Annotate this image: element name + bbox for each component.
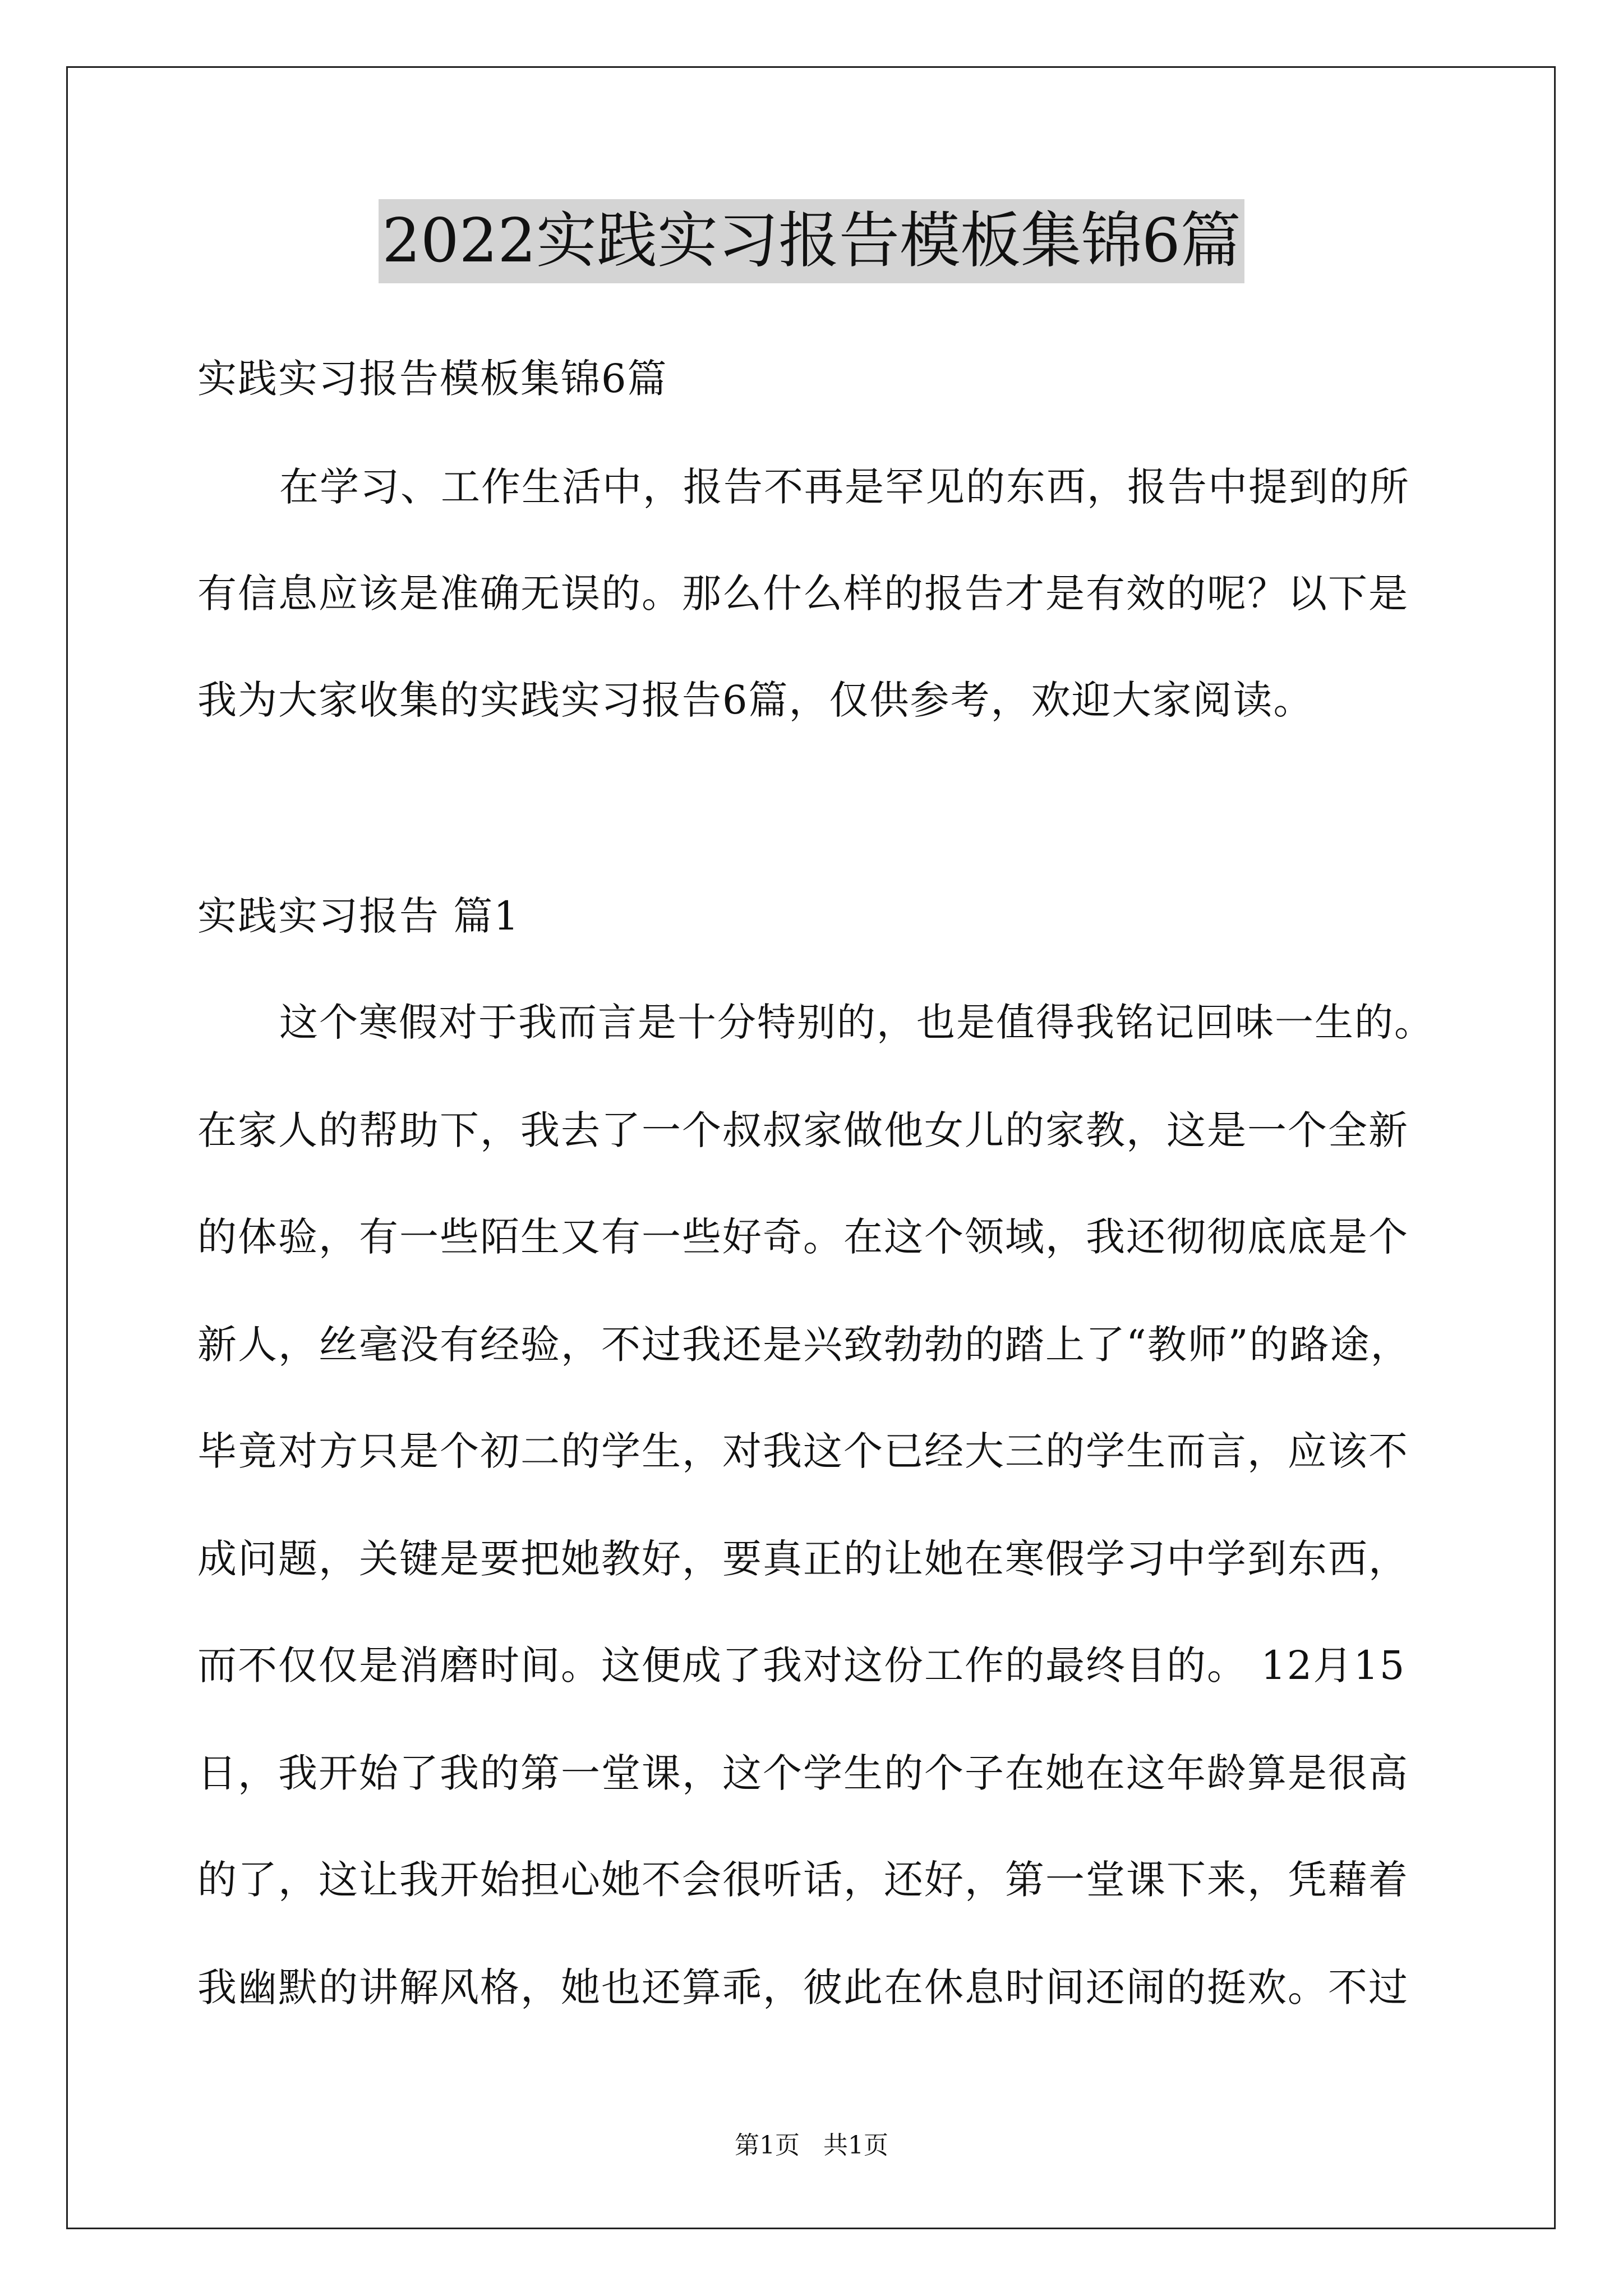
section-heading: 实践实习报告 篇1 xyxy=(197,893,520,939)
intro-line-2: 有信息应该是准确无误的。那么什么样的报告才是有效的呢？以下是 xyxy=(197,570,1409,616)
body-line-3: 的体验，有一些陌生又有一些好奇。在这个领域，我还彻彻底底是个 xyxy=(197,1214,1409,1260)
title-container xyxy=(0,199,1623,283)
body-line-2: 在家人的帮助下，我去了一个叔叔家做他女儿的家教，这是一个全新 xyxy=(197,1107,1409,1153)
page-footer: 第1页 共1页 xyxy=(735,2131,888,2160)
body-line-5: 毕竟对方只是个初二的学生，对我这个已经大三的学生而言，应该不 xyxy=(197,1428,1409,1474)
body-line-6: 成问题，关键是要把她教好，要真正的让她在寒假学习中学到东西， xyxy=(197,1536,1409,1582)
intro-line-1: 在学习、工作生活中，报告不再是罕见的东西，报告中提到的所 xyxy=(279,464,1410,510)
body-line-4: 新人，丝毫没有经验，不过我还是兴致勃勃的踏上了“教师”的路途， xyxy=(197,1322,1411,1368)
document-subtitle: 实践实习报告模板集锦6篇 xyxy=(197,356,668,402)
document-title: 2022实践实习报告模板集锦6篇 xyxy=(379,199,1244,283)
body-line-10: 我幽默的讲解风格，她也还算乖，彼此在休息时间还闹的挺欢。不过 xyxy=(197,1964,1409,2010)
body-line-8: 日，我开始了我的第一堂课，这个学生的个子在她在这年龄算是很高 xyxy=(197,1750,1409,1796)
body-line-9: 的了，这让我开始担心她不会很听话，还好，第一堂课下来，凭藉着 xyxy=(197,1857,1409,1903)
intro-line-3: 我为大家收集的实践实习报告6篇，仅供参考，欢迎大家阅读。 xyxy=(197,677,1314,723)
body-line-7: 而不仅仅是消磨时间。这便成了我对这份工作的最终目的。 12月15 xyxy=(197,1642,1406,1688)
body-line-1: 这个寒假对于我而言是十分特别的，也是值得我铭记回味一生的。 xyxy=(279,1000,1434,1045)
